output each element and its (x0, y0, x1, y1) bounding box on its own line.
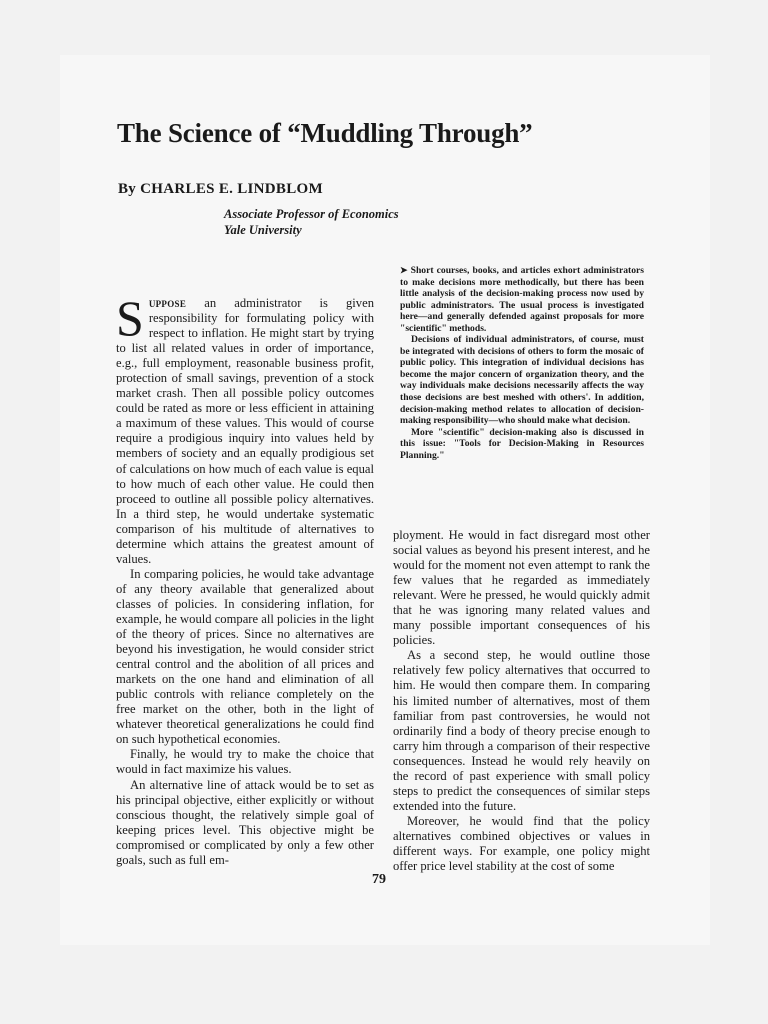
article-title: The Science of “Muddling Through” (117, 118, 533, 148)
abstract-paragraph-3: More "scientific" decision-making also is discussed in this issue: "Tools for Decision-Making in Resources Planning." (400, 426, 644, 461)
page-number: 79 (372, 872, 386, 887)
body-paragraph-3: Finally, he would try to make the choice that would in fact maximize his values. (116, 747, 374, 777)
body-column-left (116, 290, 374, 868)
body-paragraph-7: Moreover, he would find that the policy alternatives combined objectives or values in different ways. For example, one policy might offer price level stability at the cost of some (393, 813, 650, 874)
affiliation-title: Associate Professor of Economics (224, 207, 399, 221)
body-paragraph-2: In comparing policies, he would take advantage of any theory available that generalized about classes of policies. In considering inflation, for example, he would compare all policies in the light of the theory of prices. Since no alternatives are beyond his investigation, he would consider strict central control and the abolition of all prices and markets on the one hand and elimination of all public controls with reliance completely on the free market on the other, both in the light of whatever theoretical generalizations he could find on such hypothetical economies. (116, 566, 374, 747)
abstract-paragraph-2: Decisions of individual administrators, of course, must be integrated with decisions of others to form the mosaic of public policy. This integration of individual decisions has become the major concern of organization theory, and the way individuals make decisions necessarily affects the way those decisions are best meshed with others'. In addition, decision-making method relates to allocation of decision-making responsibility—who should make what decision. (400, 334, 644, 427)
body-paragraph-5: ployment. He would in fact disregard most other social values as beyond his present interest, and he would for the moment not even attempt to rank the few values that he regarded as immediately relevant. Were he pressed, he would quickly admit that he was ignoring many related values and many possible important consequences of his policies. (393, 528, 650, 648)
drop-cap: S (116, 290, 144, 346)
body-column-right (393, 528, 650, 874)
author-byline: By CHARLES E. LINDBLOM (118, 181, 323, 197)
arrow-marker-icon: ➤ (400, 265, 408, 275)
affiliation-institution: Yale University (224, 223, 302, 237)
body-paragraph-1 (116, 290, 374, 567)
abstract-box (400, 265, 644, 461)
body-paragraph-1-text: an administrator is given responsibility for formulating policy with respect to inflation. He might start by trying to list all related values in order of importance, e.g., full employment, reasonable business profit, protection of small savings, prevention of a stock market crash. Then all possible policy outcomes could be rated as more or less efficient in attaining a maximum of these values. This would of course require a prodigious inquiry into values held by members of society and an equally prodigious set of calculations on how much of each value is equal to how much of each other value. He could then proceed to outline all possible policy alternatives. In a third step, he would undertake systematic comparison of his multitude of alternatives to determine which attains the greatest amount of values. (116, 296, 374, 566)
author-affiliation (224, 206, 399, 238)
abstract-paragraph-1 (400, 265, 644, 334)
abstract-text-1: Short courses, books, and articles exhort administrators to make decisions more methodically, but there has been little analysis of the decision-making process now used by public administrators. The usual process is investigated here—and generally defended against proposals for more "scientific" methods. (400, 265, 644, 334)
body-paragraph-4: An alternative line of attack would be to set as his principal objective, either explicitly or without conscious thought, the relatively simple goal of keeping prices level. This objective might be compromised or complicated by only a few other goals, such as full em- (116, 777, 374, 867)
body-paragraph-6: As a second step, he would outline those relatively few policy alternatives that occurred to him. He would then compare them. In comparing his limited number of alternatives, most of them familiar from past controversies, he would not ordinarily find a body of theory precise enough to carry him through a comparison of their respective consequences. Instead he would rely heavily on the record of past experience with small policy steps to predict the consequences of similar steps extended into the future. (393, 648, 650, 813)
small-caps-lead: uppose (148, 296, 187, 310)
